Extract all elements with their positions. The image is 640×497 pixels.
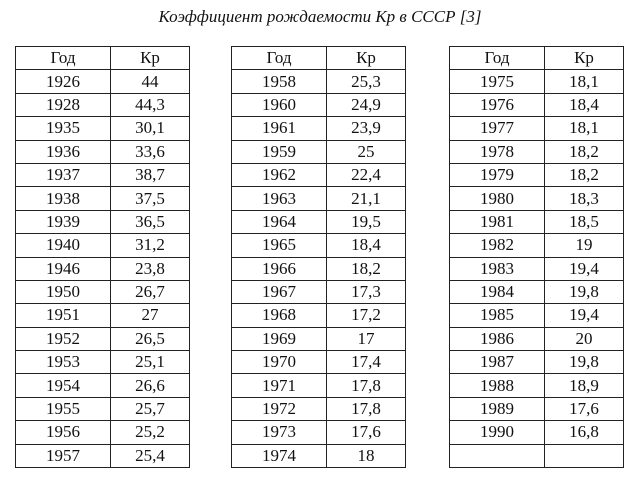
header-coef: Кр: [111, 47, 190, 70]
year-cell: 1988: [450, 374, 545, 397]
table-row: [450, 397, 624, 420]
coef-cell: 27: [111, 304, 190, 327]
coef-cell: 19,4: [545, 257, 624, 280]
table-row: [450, 163, 624, 186]
table-header-row: [16, 47, 190, 70]
year-cell: 1938: [16, 187, 111, 210]
coef-cell: [545, 444, 624, 467]
table-row: [450, 421, 624, 444]
year-cell: 1953: [16, 351, 111, 374]
header-coef: Кр: [327, 47, 406, 70]
year-cell: 1964: [232, 210, 327, 233]
coef-cell: 17,8: [327, 374, 406, 397]
table-row: [450, 93, 624, 116]
table-row: [16, 210, 190, 233]
table-row: [232, 187, 406, 210]
header-year: Год: [450, 47, 545, 70]
year-cell: 1962: [232, 163, 327, 186]
coef-cell: 17,3: [327, 280, 406, 303]
coef-cell: 25,7: [111, 397, 190, 420]
page-title: Коэффициент рождаемости Кр в СССР [3]: [158, 7, 482, 26]
coef-cell: 23,9: [327, 117, 406, 140]
table-row: [232, 397, 406, 420]
coef-cell: 17,6: [545, 397, 624, 420]
table-row: [450, 117, 624, 140]
year-cell: 1987: [450, 351, 545, 374]
table-row: [232, 140, 406, 163]
table-row: [450, 327, 624, 350]
coef-cell: 25,3: [327, 70, 406, 93]
coef-cell: 18,4: [545, 93, 624, 116]
year-cell: 1963: [232, 187, 327, 210]
year-cell: 1939: [16, 210, 111, 233]
year-cell: 1951: [16, 304, 111, 327]
header-year: Год: [16, 47, 111, 70]
year-cell: 1978: [450, 140, 545, 163]
table-row: [450, 210, 624, 233]
table-row: [232, 257, 406, 280]
year-cell: 1955: [16, 397, 111, 420]
year-cell: 1969: [232, 327, 327, 350]
table-row: [16, 93, 190, 116]
table-row: [232, 280, 406, 303]
year-cell: 1983: [450, 257, 545, 280]
table-row: [232, 163, 406, 186]
year-cell: 1984: [450, 280, 545, 303]
year-cell: 1958: [232, 70, 327, 93]
coef-cell: 21,1: [327, 187, 406, 210]
table-row: [450, 140, 624, 163]
coef-cell: 26,5: [111, 327, 190, 350]
coef-cell: 18: [327, 444, 406, 467]
table-row: [450, 187, 624, 210]
coef-cell: 31,2: [111, 234, 190, 257]
coef-cell: 17,6: [327, 421, 406, 444]
coef-cell: 17,2: [327, 304, 406, 327]
header-year: Год: [232, 47, 327, 70]
year-cell: 1950: [16, 280, 111, 303]
year-cell: 1981: [450, 210, 545, 233]
coef-cell: 19: [545, 234, 624, 257]
table-row: [16, 304, 190, 327]
year-cell: 1954: [16, 374, 111, 397]
year-cell: 1966: [232, 257, 327, 280]
table-header-row: [232, 47, 406, 70]
coef-cell: 19,4: [545, 304, 624, 327]
table-header-row: [450, 47, 624, 70]
year-cell: 1980: [450, 187, 545, 210]
table-row: [16, 117, 190, 140]
table-row: [16, 70, 190, 93]
coef-cell: 18,1: [545, 70, 624, 93]
year-cell: 1972: [232, 397, 327, 420]
table-row: [232, 117, 406, 140]
coef-cell: 25,4: [111, 444, 190, 467]
coef-cell: 18,5: [545, 210, 624, 233]
coef-cell: 17,8: [327, 397, 406, 420]
data-table-3: [449, 46, 624, 468]
coef-cell: 44: [111, 70, 190, 93]
year-cell: 1974: [232, 444, 327, 467]
coef-cell: 17,4: [327, 351, 406, 374]
coef-cell: 36,5: [111, 210, 190, 233]
coef-cell: 18,2: [545, 163, 624, 186]
year-cell: 1982: [450, 234, 545, 257]
table-row: [232, 210, 406, 233]
coef-cell: 17: [327, 327, 406, 350]
year-cell: 1961: [232, 117, 327, 140]
table-row: [450, 234, 624, 257]
coef-cell: 44,3: [111, 93, 190, 116]
year-cell: 1971: [232, 374, 327, 397]
coef-cell: 20: [545, 327, 624, 350]
coef-cell: 18,4: [327, 234, 406, 257]
coef-cell: 25,1: [111, 351, 190, 374]
table-row: [16, 257, 190, 280]
year-cell: 1967: [232, 280, 327, 303]
year-cell: 1976: [450, 93, 545, 116]
year-cell: 1965: [232, 234, 327, 257]
coef-cell: 38,7: [111, 163, 190, 186]
coef-cell: 18,1: [545, 117, 624, 140]
table-row: [232, 444, 406, 467]
year-cell: 1936: [16, 140, 111, 163]
coef-cell: 18,3: [545, 187, 624, 210]
table-row: [232, 70, 406, 93]
table-row: [16, 187, 190, 210]
year-cell: [450, 444, 545, 467]
table-row: [16, 397, 190, 420]
coef-cell: 37,5: [111, 187, 190, 210]
table-row: [16, 163, 190, 186]
data-table-1: [15, 46, 190, 468]
coef-cell: 18,9: [545, 374, 624, 397]
coef-cell: 25,2: [111, 421, 190, 444]
table-row: [232, 304, 406, 327]
table-row: [450, 351, 624, 374]
table-row: [450, 444, 624, 467]
year-cell: 1970: [232, 351, 327, 374]
year-cell: 1975: [450, 70, 545, 93]
year-cell: 1952: [16, 327, 111, 350]
coef-cell: 22,4: [327, 163, 406, 186]
table-row: [450, 280, 624, 303]
table-row: [232, 327, 406, 350]
year-cell: 1956: [16, 421, 111, 444]
coef-cell: 18,2: [327, 257, 406, 280]
coef-cell: 18,2: [545, 140, 624, 163]
year-cell: 1989: [450, 397, 545, 420]
table-row: [450, 70, 624, 93]
table-row: [16, 280, 190, 303]
table-row: [450, 304, 624, 327]
coef-cell: 19,8: [545, 280, 624, 303]
table-row: [16, 351, 190, 374]
year-cell: 1946: [16, 257, 111, 280]
coef-cell: 26,6: [111, 374, 190, 397]
year-cell: 1957: [16, 444, 111, 467]
coef-cell: 19,8: [545, 351, 624, 374]
year-cell: 1926: [16, 70, 111, 93]
year-cell: 1990: [450, 421, 545, 444]
coef-cell: 26,7: [111, 280, 190, 303]
table-row: [450, 374, 624, 397]
header-coef: Кр: [545, 47, 624, 70]
data-table-2: [231, 46, 406, 468]
table-row: [16, 421, 190, 444]
year-cell: 1940: [16, 234, 111, 257]
coef-cell: 33,6: [111, 140, 190, 163]
table-row: [232, 351, 406, 374]
coef-cell: 19,5: [327, 210, 406, 233]
year-cell: 1977: [450, 117, 545, 140]
year-cell: 1937: [16, 163, 111, 186]
coef-cell: 25: [327, 140, 406, 163]
coef-cell: 24,9: [327, 93, 406, 116]
year-cell: 1928: [16, 93, 111, 116]
table-row: [16, 234, 190, 257]
coef-cell: 30,1: [111, 117, 190, 140]
coef-cell: 16,8: [545, 421, 624, 444]
table-row: [16, 140, 190, 163]
table-row: [450, 257, 624, 280]
table-row: [16, 374, 190, 397]
year-cell: 1979: [450, 163, 545, 186]
table-row: [232, 93, 406, 116]
year-cell: 1935: [16, 117, 111, 140]
table-row: [232, 374, 406, 397]
coef-cell: 23,8: [111, 257, 190, 280]
table-row: [232, 234, 406, 257]
year-cell: 1960: [232, 93, 327, 116]
year-cell: 1985: [450, 304, 545, 327]
year-cell: 1959: [232, 140, 327, 163]
year-cell: 1986: [450, 327, 545, 350]
table-row: [16, 444, 190, 467]
year-cell: 1973: [232, 421, 327, 444]
table-row: [232, 421, 406, 444]
year-cell: 1968: [232, 304, 327, 327]
table-row: [16, 327, 190, 350]
